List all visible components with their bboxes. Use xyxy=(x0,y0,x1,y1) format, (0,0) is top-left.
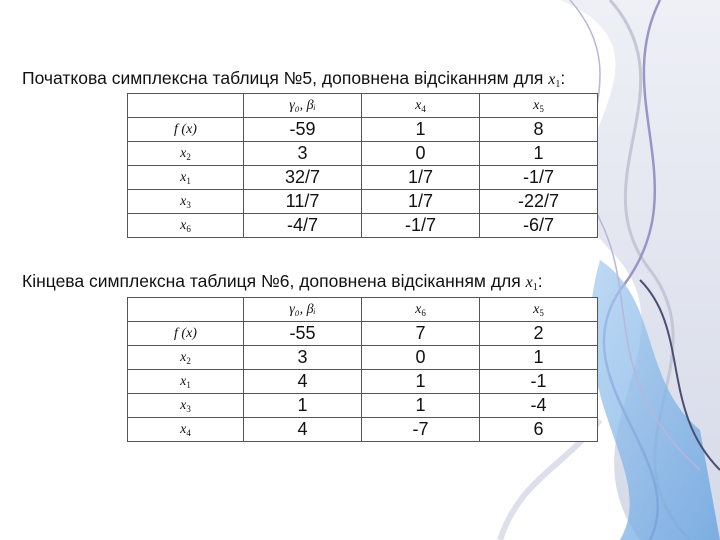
header-blank-cell xyxy=(128,94,244,118)
table-cell: 2 xyxy=(480,322,598,346)
row-label: $x_2$ xyxy=(128,142,244,166)
table-cell: 6 xyxy=(480,418,598,442)
table-cell: 11/7 xyxy=(244,190,362,214)
table-row xyxy=(128,214,598,238)
table-cell: 1 xyxy=(480,142,598,166)
table-row xyxy=(128,166,598,190)
header-col-var: $x_4$ xyxy=(362,94,480,118)
header-col-var: $x_5$ xyxy=(480,94,598,118)
row-label: $x_2$ xyxy=(128,346,244,370)
table-cell: 3 xyxy=(244,142,362,166)
row-label: f (x) xyxy=(128,322,244,346)
table-cell: 4 xyxy=(244,418,362,442)
table-cell: -1 xyxy=(480,370,598,394)
table-cell: -4 xyxy=(480,394,598,418)
row-label: f (x) xyxy=(128,118,244,142)
table-6-heading-colon: : xyxy=(537,271,543,291)
table-cell: -22/7 xyxy=(480,190,598,214)
table-cell: 1 xyxy=(362,370,480,394)
table-cell: 0 xyxy=(362,142,480,166)
table-cell: -6/7 xyxy=(480,214,598,238)
header-gamma-beta: γ₀, βᵢ xyxy=(244,94,362,118)
header-col-var: $x_5$ xyxy=(480,298,598,322)
table-cell: -59 xyxy=(244,118,362,142)
table-row xyxy=(128,118,598,142)
table-cell: -1/7 xyxy=(480,166,598,190)
simplex-table-6 xyxy=(127,297,598,442)
table-cell: -7 xyxy=(362,418,480,442)
row-label: $x_4$ xyxy=(128,418,244,442)
table-cell: 3 xyxy=(244,346,362,370)
table-row xyxy=(128,370,598,394)
table-5-heading xyxy=(22,68,565,90)
table-cell: 1/7 xyxy=(362,166,480,190)
table-row xyxy=(128,190,598,214)
table-cell: 0 xyxy=(362,346,480,370)
table-row xyxy=(128,394,598,418)
row-label: $x_1$ xyxy=(128,370,244,394)
table-5-heading-text: Початкова симплексна таблиця №5, доповнена відсіканням для xyxy=(22,68,544,88)
table-cell: 1 xyxy=(244,394,362,418)
table-row xyxy=(128,418,598,442)
table-cell: 1 xyxy=(362,394,480,418)
table-cell: 7 xyxy=(362,322,480,346)
table-6-heading xyxy=(22,271,543,293)
table-cell: 1/7 xyxy=(362,190,480,214)
table-6-heading-var: $x_1$ xyxy=(525,274,538,293)
header-col-var: $x_6$ xyxy=(362,298,480,322)
table-cell: -4/7 xyxy=(244,214,362,238)
table-header-row xyxy=(128,94,598,118)
row-label: $x_3$ xyxy=(128,394,244,418)
table-row xyxy=(128,142,598,166)
table-row xyxy=(128,346,598,370)
header-gamma-beta: γ₀, βᵢ xyxy=(244,298,362,322)
table-cell: 1 xyxy=(362,118,480,142)
table-5-heading-var: $x_1$ xyxy=(548,71,561,90)
table-cell: -1/7 xyxy=(362,214,480,238)
table-cell: 8 xyxy=(480,118,598,142)
table-cell: 4 xyxy=(244,370,362,394)
table-row xyxy=(128,322,598,346)
header-blank-cell xyxy=(128,298,244,322)
row-label: $x_6$ xyxy=(128,214,244,238)
table-cell: 32/7 xyxy=(244,166,362,190)
row-label: $x_1$ xyxy=(128,166,244,190)
table-cell: 1 xyxy=(480,346,598,370)
table-6-heading-text: Кінцева симплексна таблиця №6, доповнена відсіканням для xyxy=(22,271,521,291)
table-cell: -55 xyxy=(244,322,362,346)
simplex-table-5 xyxy=(127,93,598,238)
table-5-heading-colon: : xyxy=(560,68,566,88)
row-label: $x_3$ xyxy=(128,190,244,214)
table-header-row xyxy=(128,298,598,322)
